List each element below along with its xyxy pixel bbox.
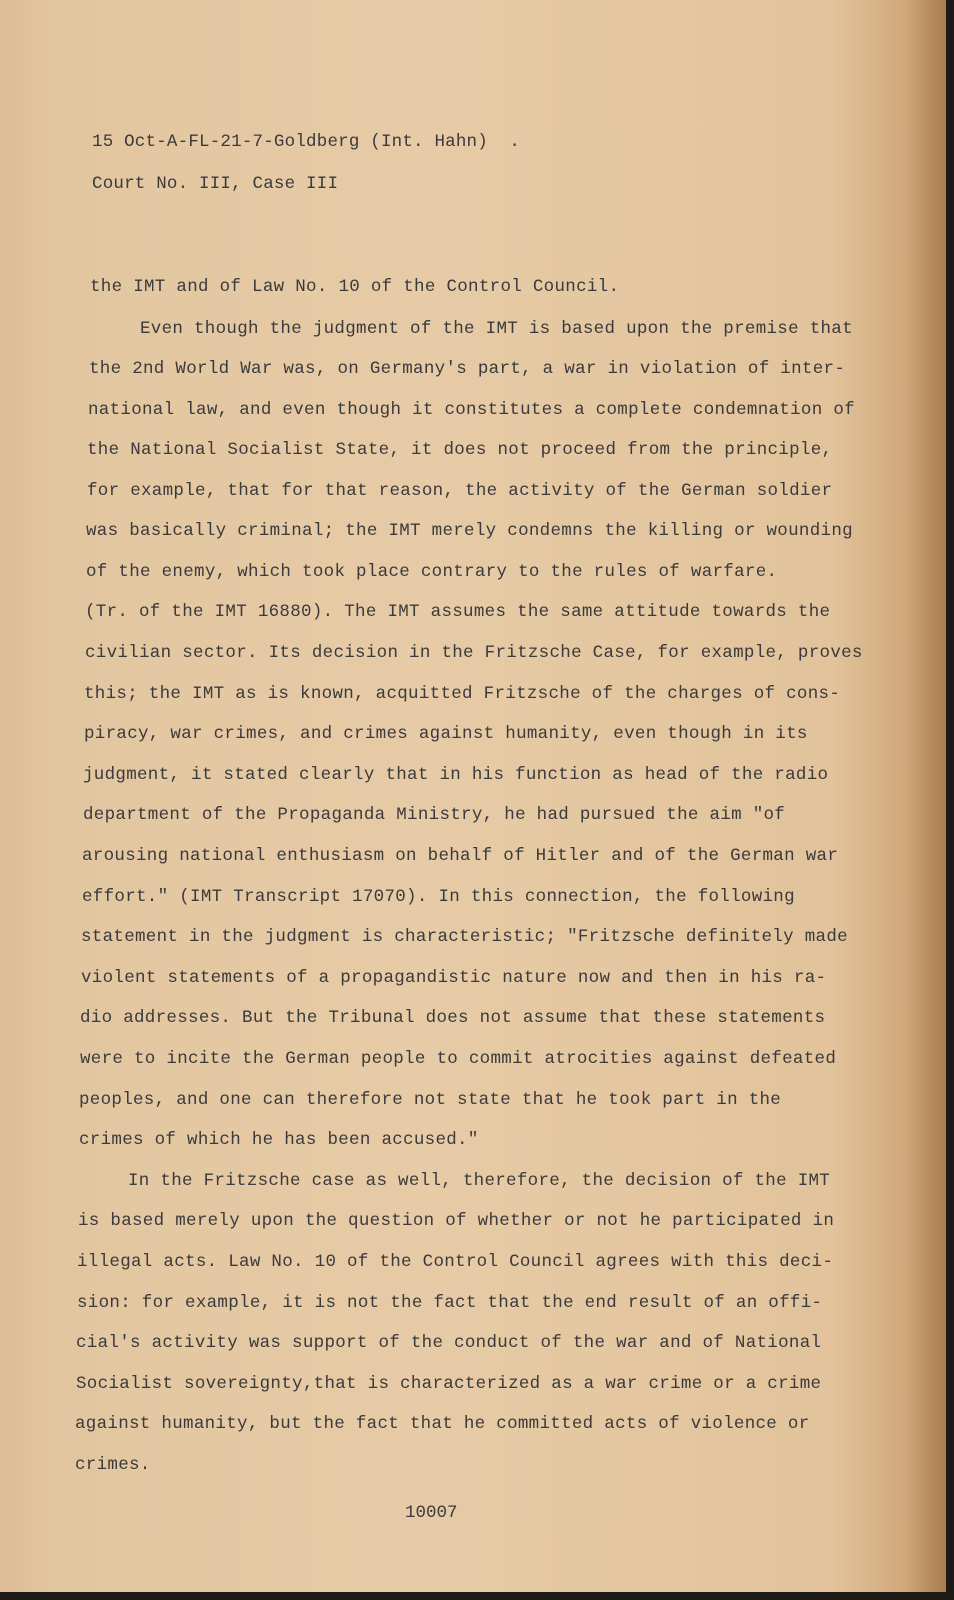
text-line: statement in the judgment is characteristic; "Fritzsche definitely made [81, 927, 848, 947]
text-line: Socialist sovereignty,that is characterized as a war crime or a crime [76, 1374, 822, 1394]
text-line: judgment, it stated clearly that in his function as head of the radio [83, 765, 829, 785]
text-line: of the enemy, which took place contrary to the rules of warfare. [86, 562, 778, 582]
text-line: department of the Propaganda Ministry, he had pursued the aim "of [83, 805, 786, 825]
text-line: the 2nd World War was, on Germany's part, a war in violation of inter- [89, 359, 846, 379]
header-reference-line: 15 Oct-A-FL-21-7-Goldberg (Int. Hahn) . [92, 132, 521, 152]
text-line: crimes. [75, 1455, 151, 1475]
text-line: this; the IMT as is known, acquitted Fritzsche of the charges of cons- [84, 684, 841, 704]
text-line: illegal acts. Law No. 10 of the Control Council agrees with this deci- [77, 1252, 834, 1272]
text-line: In the Fritzsche case as well, therefore, the decision of the IMT [128, 1171, 831, 1191]
text-line: violent statements of a propagandistic nature now and then in his ra- [81, 968, 827, 988]
text-line: national law, and even though it constitutes a complete condemnation of [88, 400, 855, 420]
text-line: is based merely upon the question of whether or not he participated in [78, 1211, 835, 1231]
text-line: the National Socialist State, it does not proceed from the principle, [87, 440, 833, 460]
header-court-line: Court No. III, Case III [92, 174, 339, 194]
text-line: crimes of which he has been accused." [79, 1130, 479, 1150]
text-line: civilian sector. Its decision in the Fritzsche Case, for example, proves [85, 643, 863, 663]
text-line: was basically criminal; the IMT merely condemns the killing or wounding [86, 521, 853, 541]
text-line: cial's activity was support of the conduct of the war and of National [76, 1333, 822, 1353]
text-line: effort." (IMT Transcript 17070). In this connection, the following [82, 887, 795, 907]
text-line: the IMT and of Law No. 10 of the Control Council. [90, 277, 620, 297]
text-line: dio addresses. But the Tribunal does not assume that these statements [80, 1008, 826, 1028]
text-line: piracy, war crimes, and crimes against humanity, even though in its [84, 724, 808, 744]
text-line: peoples, and one can therefore not state that he took part in the [79, 1090, 782, 1110]
text-line: (Tr. of the IMT 16880). The IMT assumes the same attitude towards the [85, 602, 831, 622]
text-line: against humanity, but the fact that he committed acts of violence or [75, 1414, 810, 1434]
page-number: 10007 [405, 1503, 458, 1523]
text-line: sion: for example, it is not the fact that the end result of an offi- [77, 1293, 823, 1313]
text-line: arousing national enthusiasm on behalf of Hitler and of the German war [82, 846, 839, 866]
text-line: Even though the judgment of the IMT is based upon the premise that [140, 319, 853, 339]
text-line: for example, that for that reason, the activity of the German soldier [87, 481, 833, 501]
text-line: were to incite the German people to commit atrocities against defeated [80, 1049, 837, 1069]
